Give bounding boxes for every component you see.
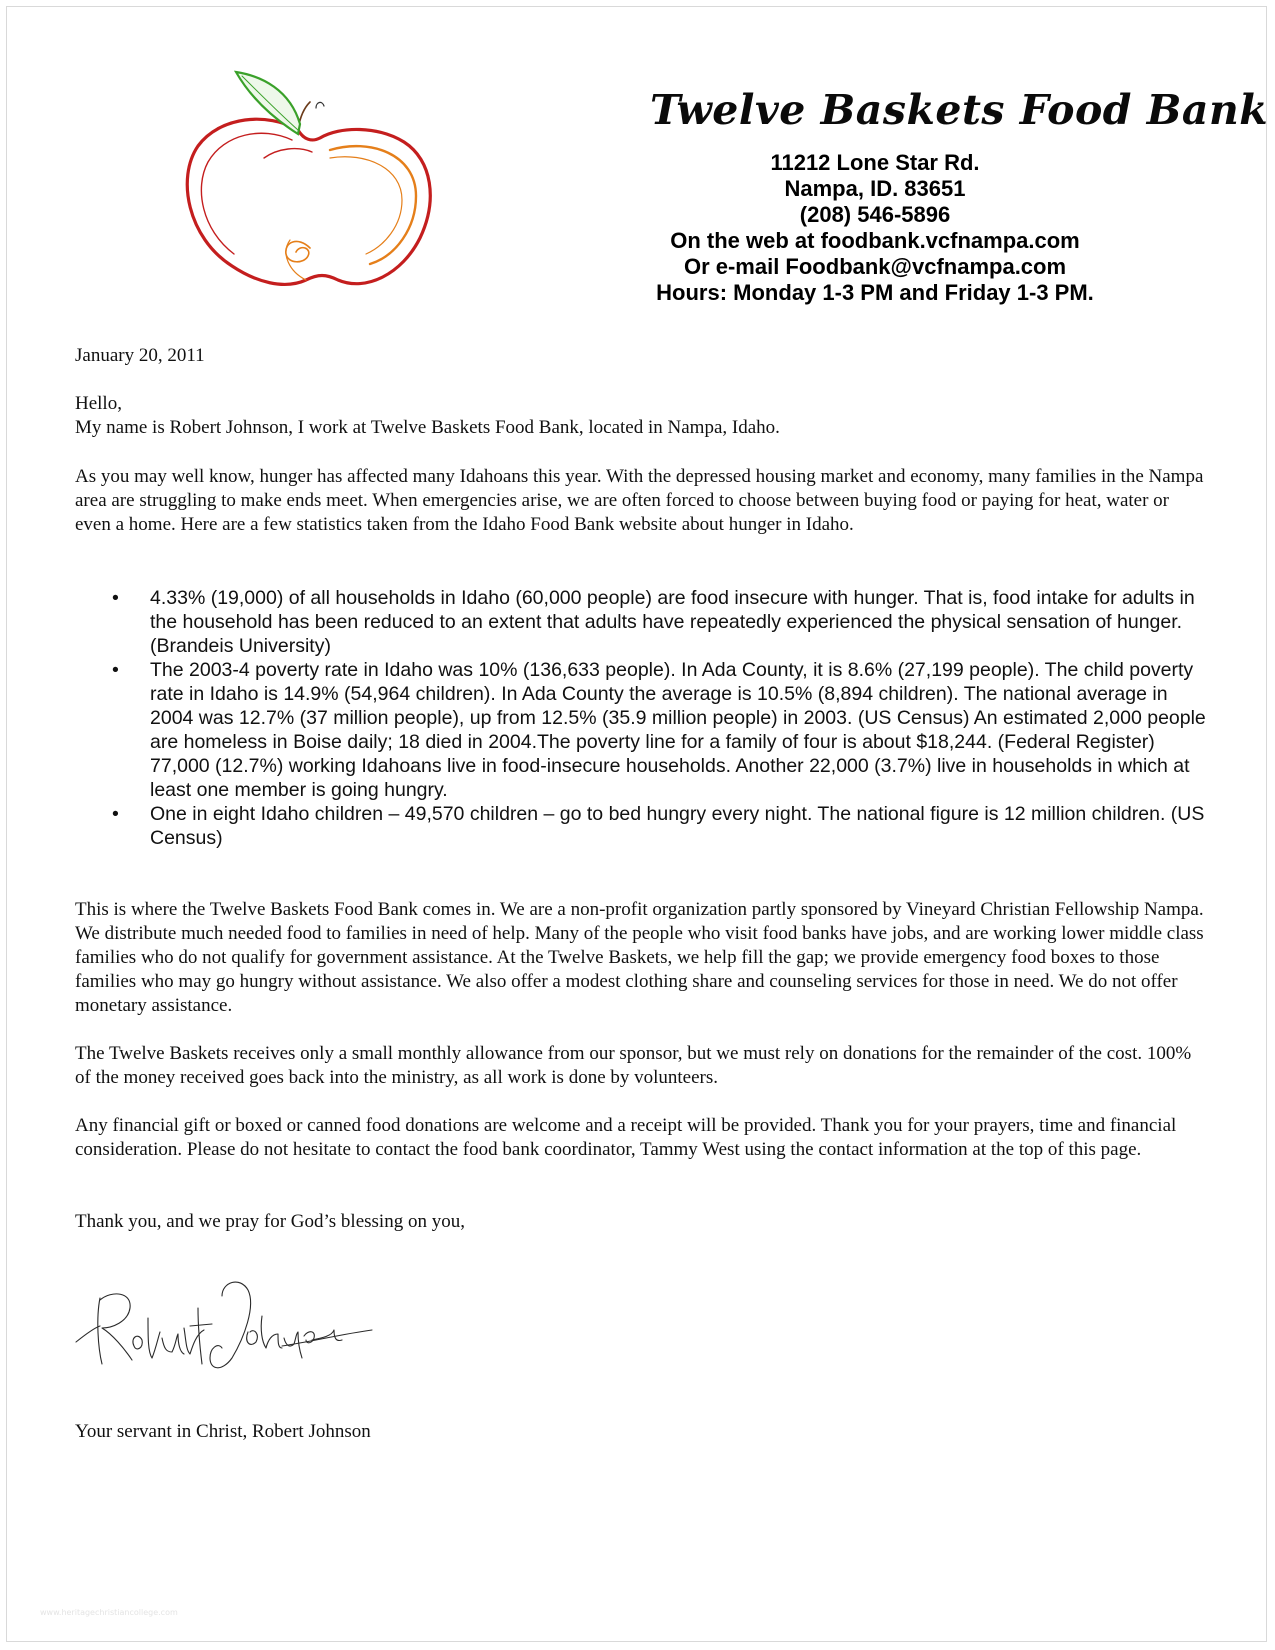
list-item xyxy=(110,586,1210,658)
hours-line: Hours: Monday 1-3 PM and Friday 1-3 PM. xyxy=(656,280,1094,305)
organization-name: Twelve Baskets Food Bank xyxy=(650,86,1269,134)
greeting: Hello, xyxy=(75,393,122,414)
apple-logo-icon xyxy=(180,68,450,300)
closing-signoff: Your servant in Christ, Robert Johnson xyxy=(75,1421,371,1442)
contact-block xyxy=(630,150,1120,306)
list-item-text: The 2003-4 poverty rate in Idaho was 10% (136,633 people). In Ada County, it is 8.6% (27,199 people). The child poverty rate in Idaho is 14.9% (54,964 children). In Ada County the average is 10.5% (8,894 children). The national average in 2004 was 12.7% (37 million people), up from 12.5% (35.9 million people) in 2003. (US Census) An estimated 2,000 people are homeless in Boise daily; 18 died in 2004.The poverty line for a family of four is about $18,244. (Federal Register) xyxy=(150,659,1206,753)
paragraph-funding: The Twelve Baskets receives only a small monthly allowance from our sponsor, but we must rely on donations for the remainder of the cost. 100% of the money received goes back into the ministry, as all work is done by volunteers. xyxy=(75,1043,1192,1088)
paragraph-donations: Any financial gift or boxed or canned food donations are welcome and a receipt will be provided. Thank you for your prayers, time and financial consideration. Please do not hesitate to contact the food bank coordinator, Tammy West using the contact information at the top of this page. xyxy=(75,1115,1177,1160)
intro-line: My name is Robert Johnson, I work at Twelve Baskets Food Bank, located in Nampa, Idaho. xyxy=(75,417,780,438)
bullet-glyph: • xyxy=(112,803,119,825)
statistics-list xyxy=(110,586,1210,850)
list-item xyxy=(110,658,1210,802)
email-line: Or e-mail Foodbank@vcfnampa.com xyxy=(683,254,1067,279)
bullet-glyph: • xyxy=(112,587,119,609)
handwritten-signature-icon xyxy=(72,1268,382,1388)
list-item-text: One in eight Idaho children – 49,570 children – go to bed hungry every night. The national figure is 12 million children. (US Census) xyxy=(150,803,1205,849)
paragraph-about-food-bank: This is where the Twelve Baskets Food Bank comes in. We are a non-profit organization partly sponsored by Vineyard Christian Fellowship Nampa. We distribute much needed food to families in need of help. Many of the people who visit food banks have jobs, and are working lower middle class families who do not qualify for government assistance. At the Twelve Baskets, we help fill the gap; we provide emergency food boxes to those families who may go hungry without assistance. We also offer a modest clothing share and counseling services for those in need. We do not offer monetary assistance. xyxy=(75,899,1204,1016)
list-item-text: 4.33% (19,000) of all households in Idaho (60,000 people) are food insecure with hunger. That is, food intake for adults in the household has been reduced to an extent that adults have repeatedly experienced the physical sensation of hunger. (Brandeis University) xyxy=(150,587,1195,657)
list-item-continuation: 77,000 (12.7%) working Idahoans live in food-insecure households. Another 22,000 (3.7%) live in households in which at least one member is going hungry. xyxy=(150,755,1190,801)
list-item xyxy=(110,802,1210,850)
city-state-zip: Nampa, ID. 83651 xyxy=(784,176,966,201)
greeting-block xyxy=(75,392,1205,440)
letter-date: January 20, 2011 xyxy=(75,345,205,366)
phone-number: (208) 546-5896 xyxy=(799,202,951,227)
watermark-text: www.heritagechristiancollege.com xyxy=(40,1608,178,1617)
website-line: On the web at foodbank.vcfnampa.com xyxy=(670,228,1080,253)
bullet-glyph: • xyxy=(112,659,119,681)
paragraph-thanks: Thank you, and we pray for God’s blessing on you, xyxy=(75,1211,465,1232)
address-line: 11212 Lone Star Rd. xyxy=(770,150,980,175)
paragraph-hunger-intro: As you may well know, hunger has affected many Idahoans this year. With the depressed housing market and economy, many families in the Nampa area are struggling to make ends meet. When emergencies arise, we are often forced to choose between buying food or paying for heat, water or even a home. Here are a few statistics taken from the Idaho Food Bank website about hunger in Idaho. xyxy=(75,466,1204,535)
